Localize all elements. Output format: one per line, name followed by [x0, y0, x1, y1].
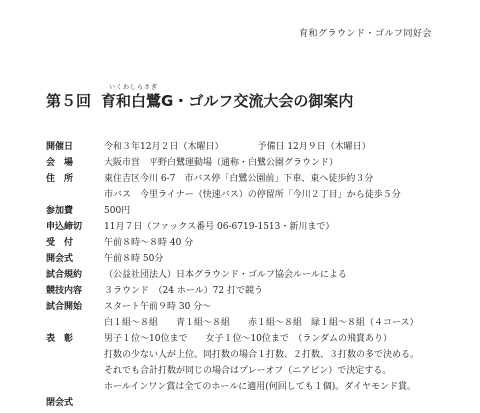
detail-label: 表 彰	[46, 334, 74, 344]
detail-value	[104, 300, 476, 314]
detail-row	[46, 188, 476, 204]
detail-value-text: 500円	[104, 206, 131, 216]
detail-label: 開会式	[46, 254, 74, 264]
detail-value	[104, 156, 476, 170]
detail-row	[46, 204, 476, 220]
detail-value	[104, 236, 476, 250]
detail-value	[104, 316, 476, 330]
detail-value-text: 市バス 今里ライナー（快速バス）の停留所「今川２丁目」から徒歩５分	[104, 190, 401, 200]
document-title	[46, 90, 353, 111]
detail-value	[104, 268, 476, 282]
detail-value	[104, 140, 476, 154]
detail-row	[46, 284, 476, 300]
details-list	[46, 140, 476, 412]
detail-value-text: それでも合計打数が同じの場合はプレーオフ（ニアピン）で決定する。	[104, 366, 392, 376]
detail-value-text: 東住吉区今川 6-7 市バス停「白鷺公園前」下車、東へ徒歩約３分	[104, 174, 374, 184]
detail-label: 競技内容	[46, 286, 83, 296]
detail-value	[104, 284, 476, 298]
detail-row	[46, 380, 476, 396]
detail-row	[46, 236, 476, 252]
detail-row	[46, 316, 476, 332]
detail-label: 受 付	[46, 238, 74, 248]
detail-label: 参加費	[46, 206, 74, 216]
detail-value-text: 午前８時 50分	[104, 254, 164, 264]
detail-value	[104, 380, 476, 394]
detail-row	[46, 172, 476, 188]
detail-value-text: 大阪市営 平野白鷺運動場（通称・白鷺公園グラウンド）	[104, 158, 339, 168]
detail-row	[46, 348, 476, 364]
detail-label: 試合規約	[46, 270, 83, 280]
detail-value	[104, 172, 476, 186]
detail-value-text: 午前８時～８時 40 分	[104, 238, 194, 248]
detail-value-text: （公益社団法人）日本グラウンド・ゴルフ協会ルールによる	[104, 270, 347, 280]
detail-value	[104, 364, 476, 378]
detail-row	[46, 140, 476, 156]
detail-row	[46, 220, 476, 236]
title-text: 育和白鷺G・ゴルフ交流大会の御案内	[101, 92, 354, 110]
detail-row	[46, 396, 476, 412]
detail-row	[46, 252, 476, 268]
detail-value	[104, 188, 476, 202]
detail-label: 開催日	[46, 142, 74, 152]
detail-value-text: 男子１位～10位まで 女子１位～10位まで （ランダムの飛賞あり）	[104, 334, 393, 344]
detail-value-text: 打数の少ない人が上位。同打数の場合１打数、２打数、３打数の多で決める。	[104, 350, 420, 360]
title-number: 第５回	[46, 92, 92, 110]
detail-row	[46, 156, 476, 172]
detail-row	[46, 364, 476, 380]
detail-value-text: 白１組～８組 青１組～８組 赤１組～８組 緑１組～８組（４コース）	[104, 318, 419, 328]
detail-label: 住 所	[46, 174, 74, 184]
detail-value-text: ホールインワン賞は全てのホールに適用(何回しても１個)。ダイヤモンド賞。	[104, 382, 417, 392]
detail-label: 閉会式	[46, 398, 74, 408]
detail-row	[46, 332, 476, 348]
detail-label: 試合開始	[46, 302, 83, 312]
detail-value	[104, 252, 476, 266]
detail-value	[104, 204, 476, 218]
detail-value	[104, 348, 476, 362]
detail-value-secondary: 予備日 12月９日（木曜日）	[257, 142, 371, 152]
detail-value-text: 11月７日（ファックス番号 06-6719-1513・新川まで）	[104, 222, 335, 232]
detail-row	[46, 300, 476, 316]
detail-label: 会 場	[46, 158, 74, 168]
detail-row	[46, 268, 476, 284]
title-ruby: いくわしらさぎ	[109, 84, 159, 91]
detail-value-text: 令和３年12月２日（木曜日）	[104, 142, 224, 152]
detail-value	[104, 332, 476, 346]
detail-value-text: スタート午前９時 30 分～	[104, 302, 212, 312]
detail-value-text: ３ラウンド （24 ホール）72 打で競う	[104, 286, 263, 296]
detail-value	[104, 220, 476, 234]
detail-label: 申込締切	[46, 222, 83, 232]
organization-name: 育和グラウンド・ゴルフ同好会	[298, 29, 432, 39]
